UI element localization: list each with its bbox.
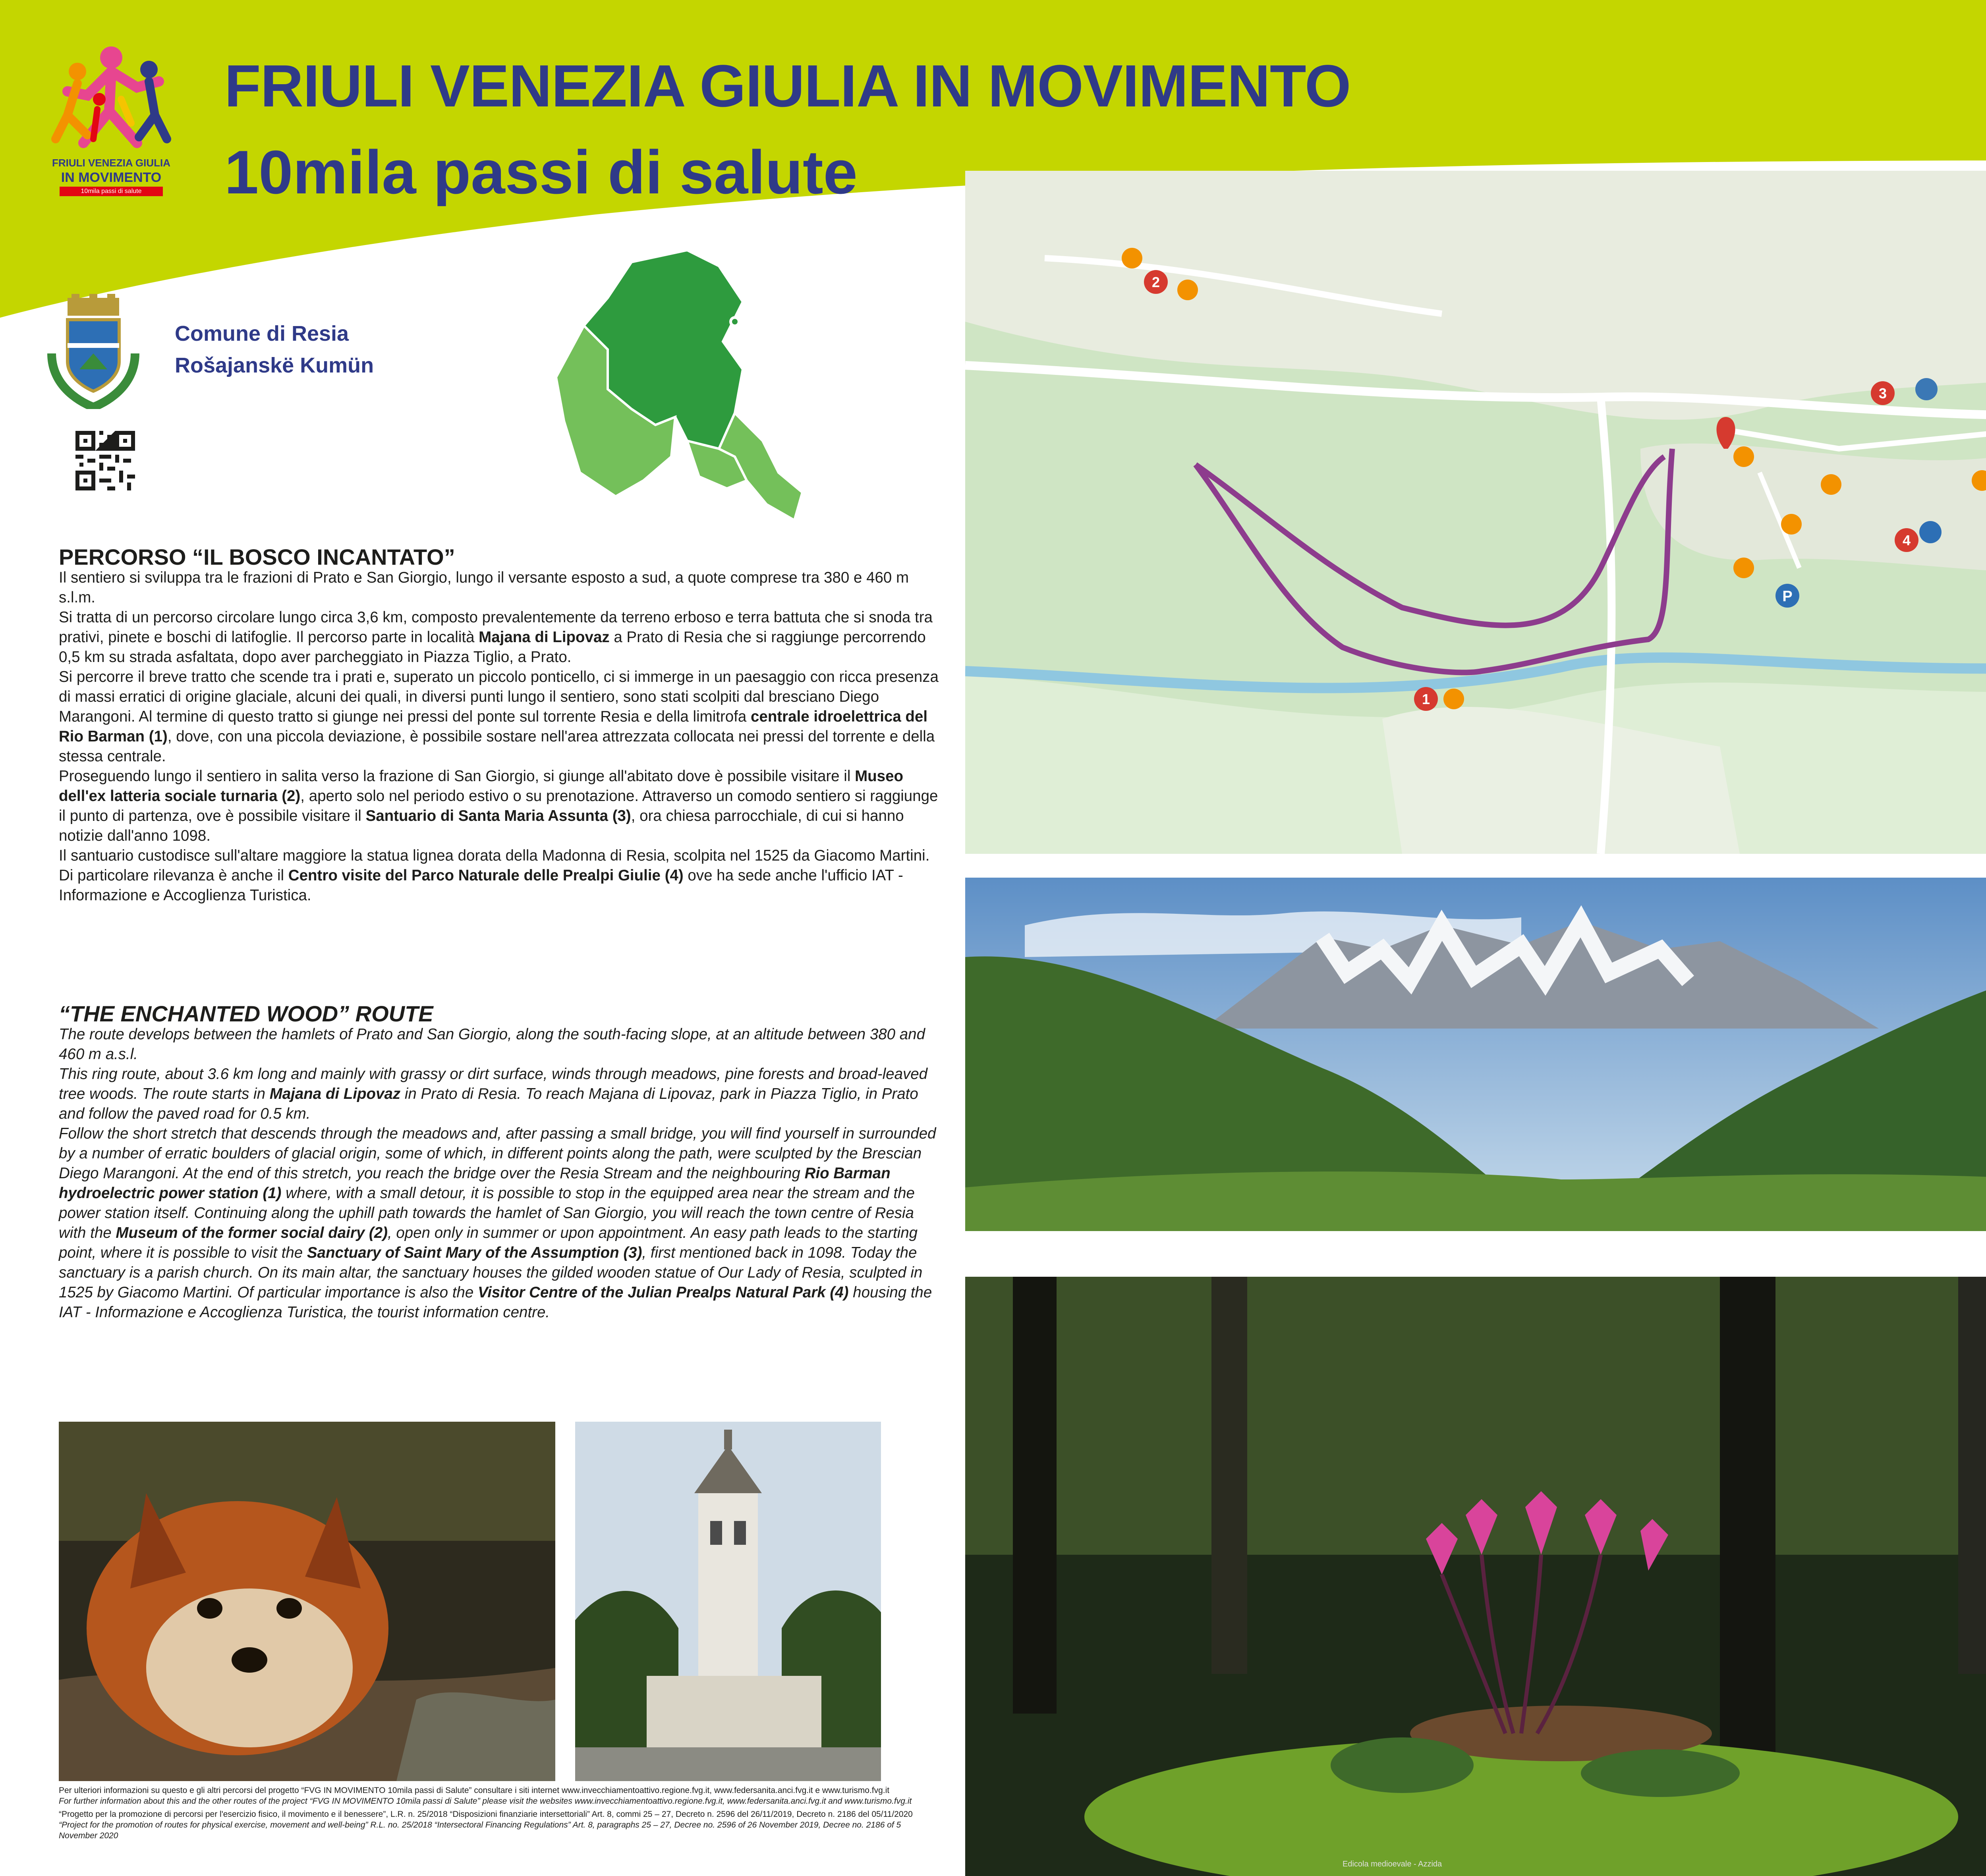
route-en-p3g: , first mentioned back in 1098. Today the sanctuary is a parish church. On its main altar, the sanctuary houses the gilded wooden statue of Our Lady of Resia, sculpted in 1525 by Giacomo Martini. Of particular importance is also the: [59, 1244, 923, 1301]
comune-name: Comune di Resia: [175, 322, 349, 345]
comune-name-block: [175, 318, 374, 381]
route-it-p5b: Centro visite del Parco Naturale delle Prealpi Giulie (4): [288, 867, 684, 884]
route-title-en: “THE ENCHANTED WOOD” ROUTE: [59, 1001, 433, 1026]
route-it-p4a: Proseguendo lungo il sentiero in salita verso la frazione di San Giorgio, si giunge all'abitato dove è possibile visitare il: [59, 768, 855, 785]
svg-text:2: 2: [1151, 274, 1160, 290]
footer-line2: For further information about this and the other routes of the project “FVG IN MOVIMENTO 10mila passi di Salute” please visit the websites www.invecchiamentoattivo.regione.fvg.it, www.federsanita.anci.fvg.it and www.turismo.fvg.it: [59, 1797, 912, 1806]
footer-line3: “Progetto per la promozione di percorsi per l'esercizio fisico, il movimento e il benessere”, L.R. n. 25/2018 “Disposizioni finanziarie intersettoriali” Art. 8, commi 25 – 27, Decreto n. 2596 del 26/11/2019, Decreto n. 2186 del 05/11/2020: [59, 1810, 913, 1819]
page-title: FRIULI VENEZIA GIULIA IN MOVIMENTO: [224, 52, 1351, 119]
footer-notes: [59, 1785, 933, 1841]
route-en-p3i: housing the IAT - Informazione e Accoglienza Turistica, the tourist information centre.: [59, 1284, 932, 1321]
svg-text:3: 3: [1878, 385, 1887, 401]
route-en-p3a: Follow the short stretch that descends through the meadows and, after passing a small bridge, you will find yourself in surrounded by a number of erratic boulders of glacial origin, some of which, in different points along the path, were sculpted by the Brescian Diego Marangoni. At the end of this stretch, you reach the bridge over the Resia Stream and the neighbouring: [59, 1125, 936, 1182]
footer-line4: “Project for the promotion of routes for physical exercise, movement and well-being” R.L. no. 25/2018 “Intersectoral Financing Regulations” Art. 8, paragraphs 25 – 27, Decree no. 2596 of 26 November 2019, Decree no. 2186 of 5 November 2020: [59, 1820, 901, 1840]
route-description-en: [59, 1025, 941, 1322]
route-en-p3e: , open only in summer or upon appointment. An easy path leads to the starting point, where it is possible to visit the: [59, 1224, 918, 1261]
fox-photo: [59, 1422, 555, 1781]
route-it-p2a: Si tratta di un percorso circolare lungo circa 3,6 km, composto prevalentemente da terreno erboso e terra battuta che si snoda tra prativi, pinete e boschi di latifoglie. Il percorso parte in località: [59, 609, 933, 646]
route-it-p4e: , ora chiesa parrocchiale, di cui si hanno notizie dall'anno 1098.: [59, 807, 904, 844]
running-figures-icon: [40, 44, 183, 155]
fvg-in-movimento-logo: [40, 44, 183, 203]
route-en-p3d: Museum of the former social dairy (2): [116, 1224, 388, 1241]
logo-line2: IN MOVIMENTO: [61, 170, 162, 185]
region-locator-map: [556, 250, 866, 552]
logo-line3: 10mila passi di salute: [60, 187, 163, 196]
photo-caption: Edicola medioevale - Azzida: [1343, 1860, 1442, 1868]
route-it-p4d: Santuario di Santa Maria Assunta (3): [365, 807, 631, 824]
route-en-p3f: Sanctuary of Saint Mary of the Assumption (3): [307, 1244, 642, 1261]
forest-cyclamen-photo: [965, 1277, 1986, 1876]
valley-photo: [965, 878, 1986, 1231]
route-it-p5c: ove ha sede anche l'ufficio IAT - Informazione e Accoglienza Turistica.: [59, 867, 903, 904]
route-en-p3h: Visitor Centre of the Julian Prealps Natural Park (4): [477, 1284, 849, 1301]
route-en-p2c: in Prato di Resia. To reach Majana di Lipovaz, park in Piazza Tiglio, in Prato and follow the paved road for 0.5 km.: [59, 1085, 918, 1122]
route-en-p3b: Rio Barman hydroelectric power station (1): [59, 1165, 891, 1202]
route-it-p2c: a Prato di Resia che si raggiunge percorrendo 0,5 km su strada asfaltata, dopo aver parcheggiato in Piazza Tiglio, a Prato.: [59, 629, 926, 666]
logo-line1: FRIULI VENEZIA GIULIA: [52, 157, 171, 169]
svg-text:1: 1: [1422, 691, 1430, 707]
route-it-p3b: centrale idroelettrica del Rio Barman (1): [59, 708, 928, 745]
route-it-p1: Il sentiero si sviluppa tra le frazioni di Prato e San Giorgio, lungo il versante esposto a sud, a quote comprese tra 380 e 460 m s.l.m.: [59, 569, 909, 606]
route-it-p2b: Majana di Lipovaz: [479, 629, 610, 646]
route-en-p3c: where, with a small detour, it is possible to stop in the equipped area near the stream and the power station itself. Continuing along the uphill path towards the hamlet of San Giorgio, you will reach the town centre of Resia with the: [59, 1185, 915, 1241]
route-en-p2b: Majana di Lipovaz: [269, 1085, 401, 1102]
route-it-p4c: , aperto solo nel periodo estivo o su prenotazione. Attraverso un comodo sentiero si raggiunge il punto di partenza, ove è possibile visitare il: [59, 787, 938, 824]
route-it-p3a: Si percorre il breve tratto che scende tra i prati e, superato un piccolo ponticello, ci si immerge in un paesaggio con ricca presenza di massi erratici di origine glaciale, alcuni dei quali, in diversi punti lungo il sentiero, sono stati scolpiti dal bresciano Diego Marangoni. Al termine di questo tratto si giunge nei pressi del ponte sul torrente Resia e della limitrofa: [59, 668, 939, 725]
footer-line1: Per ulteriori informazioni su questo e gli altri percorsi del progetto “FVG IN MOVIMENTO 10mila passi di Salute” consultare i siti internet www.invecchiamentoattivo.regione.fvg.it, www.federsanita.anci.fvg.it e www.turismo.fvg.it: [59, 1786, 890, 1795]
route-it-p5a: Il santuario custodisce sull'altare maggiore la statua lignea dorata della Madonna di Resia, scolpita nel 1525 da Giacomo Martini. Di particolare rilevanza è anche il: [59, 847, 930, 884]
coat-of-arms-icon: [44, 294, 143, 409]
page-subtitle: 10mila passi di salute: [224, 138, 858, 207]
comune-name-local: Rošajanskë Kumün: [175, 353, 374, 377]
svg-text:P: P: [1782, 588, 1793, 605]
qr-code[interactable]: [75, 431, 135, 490]
route-en-p2a: This ring route, about 3.6 km long and mainly with grassy or dirt surface, winds through meadows, pine forests and broad-leaved tree woods. The route starts in: [59, 1065, 928, 1102]
route-map[interactable]: [965, 171, 1986, 854]
route-it-p3c: , dove, con una piccola deviazione, è possibile sostare nell'area attrezzata collocata nei pressi del torrente e della stessa centrale.: [59, 728, 935, 765]
church-photo: [575, 1422, 881, 1781]
route-title-it: PERCORSO “IL BOSCO INCANTATO”: [59, 544, 455, 569]
svg-text:4: 4: [1902, 532, 1911, 548]
route-description-it: [59, 568, 941, 905]
route-it-p4b: Museo dell'ex latteria sociale turnaria (2): [59, 768, 904, 805]
route-en-p1: The route develops between the hamlets of Prato and San Giorgio, along the south-facing slope, at an altitude between 380 and 460 m a.s.l.: [59, 1026, 925, 1063]
